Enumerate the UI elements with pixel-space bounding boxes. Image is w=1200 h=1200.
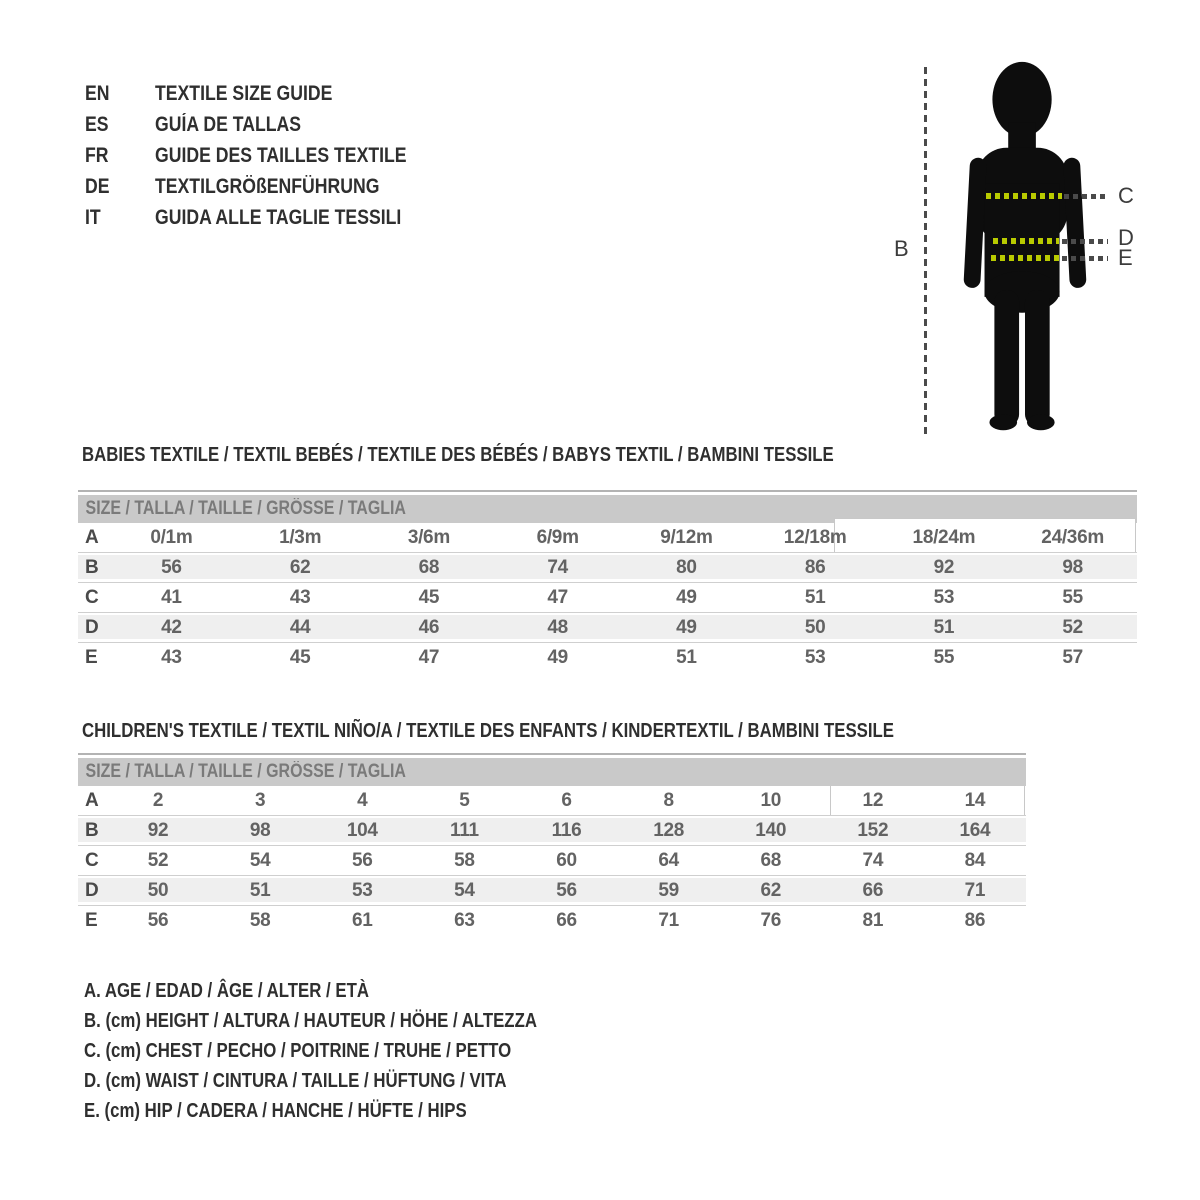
table-cell: 128 <box>653 819 684 841</box>
row-label: C <box>85 849 99 871</box>
guide-title-text: GUIDA ALLE TAGLIE TESSILI <box>155 205 402 229</box>
table-cell: 57 <box>1062 647 1083 668</box>
child-silhouette-icon <box>950 55 1100 445</box>
guide-title-text: GUIDE DES TAILLES TEXTILE <box>155 143 407 167</box>
table-cell: 76 <box>760 910 781 931</box>
table-cell: 49 <box>547 647 568 668</box>
babies-section-heading: BABIES TEXTILE / TEXTIL BEBÉS / TEXTILE DES BÉBÉS / BABYS TEXTIL / BAMBINI TESSILE <box>82 444 834 466</box>
height-dashed-line <box>924 67 927 439</box>
language-title-row <box>85 140 454 171</box>
row-label: A <box>85 789 99 811</box>
children-section-heading: CHILDREN'S TEXTILE / TEXTIL NIÑO/A / TEXTILE DES ENFANTS / KINDERTEXTIL / BAMBINI TESSILE <box>82 720 895 742</box>
language-title-row <box>85 78 454 109</box>
table-cell: 116 <box>551 819 582 841</box>
row-label: E <box>85 910 98 931</box>
table-cell: 1/3m <box>279 526 322 548</box>
table-row <box>78 786 1026 816</box>
table-top-border <box>78 490 1137 492</box>
language-title-row <box>85 202 454 233</box>
table-cell: 52 <box>1062 616 1083 638</box>
measurement-figure <box>850 40 1184 460</box>
table-cell: 104 <box>346 819 378 841</box>
table-row <box>78 583 1137 613</box>
table-row <box>78 643 1137 673</box>
language-code: IT <box>85 205 101 229</box>
table-cell: 63 <box>454 910 475 931</box>
language-title-row <box>85 171 454 202</box>
table-cell: 9/12m <box>660 526 713 548</box>
table-row <box>78 906 1026 936</box>
table-cell: 3 <box>255 789 266 811</box>
table-cell: 48 <box>547 616 568 638</box>
table-cell: 43 <box>161 647 182 668</box>
table-cell: 140 <box>755 819 787 841</box>
waist-measure-label: D <box>1118 225 1134 250</box>
table-cell: 51 <box>249 879 271 901</box>
table-cell: 14 <box>964 789 986 811</box>
table-cell: 71 <box>658 910 679 931</box>
table-cell: 56 <box>556 879 577 901</box>
table-cell: 66 <box>556 910 577 931</box>
table-cell: 45 <box>289 647 311 668</box>
table-cell: 3/6m <box>407 526 450 548</box>
table-cell: 6 <box>561 789 572 811</box>
table-cell: 18/24m <box>912 526 976 548</box>
table-row <box>78 553 1137 583</box>
table-header-label: SIZE / TALLA / TAILLE / GRÖSSE / TAGLIA <box>85 761 406 782</box>
table-cell: 86 <box>964 910 986 931</box>
table-cell: 45 <box>418 586 440 608</box>
table-cell: 68 <box>418 556 440 578</box>
table-row <box>78 613 1137 643</box>
table-cell: 66 <box>862 879 884 901</box>
table-header-bar <box>78 758 1026 786</box>
table-cell: 8 <box>663 789 674 811</box>
height-measure-label: B <box>894 236 909 261</box>
legend-line: A. AGE / EDAD / ÂGE / ALTER / ETÀ <box>84 979 369 1002</box>
table-cell: 84 <box>964 849 986 871</box>
table-cell: 58 <box>249 910 271 931</box>
table-cell: 62 <box>289 556 311 578</box>
table-cell: 43 <box>289 586 311 608</box>
language-code: ES <box>85 112 109 136</box>
table-cell: 42 <box>161 616 182 638</box>
chest-measure-line-green <box>986 193 1062 199</box>
table-row <box>78 816 1026 846</box>
table-cell: 5 <box>459 789 470 811</box>
waist-measure-line-green <box>993 238 1059 244</box>
guide-title-text: TEXTILE SIZE GUIDE <box>155 81 333 105</box>
table-cell: 74 <box>547 556 568 578</box>
children-size-table <box>78 753 1026 936</box>
measurement-legend <box>84 976 623 1126</box>
language-code: FR <box>85 143 109 167</box>
table-cell: 80 <box>676 556 697 578</box>
table-cell: 47 <box>418 647 440 668</box>
table-row <box>78 876 1026 906</box>
table-cell: 54 <box>454 879 475 901</box>
hip-measure-line-green <box>991 255 1061 261</box>
table-cell: 4 <box>357 789 368 811</box>
table-cell: 6/9m <box>536 526 579 548</box>
table-cell: 164 <box>959 819 991 841</box>
language-title-list <box>85 78 454 233</box>
table-row <box>78 846 1026 876</box>
table-top-border <box>78 753 1026 755</box>
table-cell: 68 <box>760 849 781 871</box>
table-header-label: SIZE / TALLA / TAILLE / GRÖSSE / TAGLIA <box>85 498 406 519</box>
guide-title-text: TEXTILGRÖßENFÜHRUNG <box>155 174 380 198</box>
table-cell: 98 <box>249 819 271 841</box>
table-cell: 50 <box>804 616 826 638</box>
table-cell: 49 <box>676 586 697 608</box>
table-row <box>78 523 1137 553</box>
row-label: D <box>85 616 99 638</box>
table-cell: 52 <box>147 849 169 871</box>
table-cell: 50 <box>147 879 169 901</box>
legend-line: B. (cm) HEIGHT / ALTURA / HAUTEUR / HÖHE / ALTEZZA <box>84 1009 537 1032</box>
table-cell: 51 <box>804 586 826 608</box>
table-cell: 62 <box>760 879 781 901</box>
table-cell: 56 <box>352 849 373 871</box>
row-label: A <box>85 526 99 548</box>
row-label: D <box>85 879 99 901</box>
table-cell: 51 <box>676 647 697 668</box>
table-cell: 51 <box>933 616 955 638</box>
row-label: B <box>85 819 99 841</box>
chest-measure-line-dark <box>1064 194 1109 199</box>
babies-size-table <box>78 490 1137 673</box>
table-cell: 81 <box>862 910 884 931</box>
table-cell: 55 <box>1062 586 1083 608</box>
table-cell: 111 <box>450 819 479 841</box>
table-cell: 71 <box>964 879 986 901</box>
table-cell: 53 <box>933 586 955 608</box>
table-cell: 59 <box>658 879 679 901</box>
table-cell: 53 <box>352 879 373 901</box>
table-cell: 2 <box>152 789 164 811</box>
table-cell: 53 <box>804 647 826 668</box>
legend-line: D. (cm) WAIST / CINTURA / TAILLE / HÜFTUNG / VITA <box>84 1069 507 1092</box>
waist-measure-line-dark <box>1062 239 1108 244</box>
row-label: E <box>85 647 98 668</box>
table-cell: 12 <box>862 789 884 811</box>
table-cell: 92 <box>147 819 169 841</box>
table-cell: 55 <box>933 647 955 668</box>
table-cell: 10 <box>760 789 781 811</box>
table-cell: 58 <box>454 849 475 871</box>
table-cell: 74 <box>862 849 884 871</box>
table-cell: 46 <box>418 616 440 638</box>
table-cell: 56 <box>161 556 182 578</box>
table-cell: 41 <box>161 586 182 608</box>
hip-measure-line-dark <box>1062 256 1108 261</box>
row-label: B <box>85 556 99 578</box>
table-cell: 0/1m <box>150 526 193 548</box>
language-code: DE <box>85 174 110 198</box>
table-cell: 56 <box>147 910 169 931</box>
table-cell: 86 <box>804 556 826 578</box>
table-cell: 61 <box>352 910 373 931</box>
table-cell: 152 <box>857 819 889 841</box>
table-cell: 12/18m <box>783 526 847 548</box>
table-cell: 44 <box>289 616 311 638</box>
legend-line: C. (cm) CHEST / PECHO / POITRINE / TRUHE / PETTO <box>84 1039 512 1062</box>
table-cell: 47 <box>547 586 568 608</box>
table-cell: 98 <box>1062 556 1083 578</box>
chest-measure-label: C <box>1118 183 1134 208</box>
language-title-row <box>85 109 454 140</box>
table-cell: 24/36m <box>1041 526 1104 548</box>
table-cell: 92 <box>933 556 955 578</box>
row-label: C <box>85 586 99 608</box>
language-code: EN <box>85 81 110 105</box>
table-cell: 64 <box>658 849 679 871</box>
table-cell: 54 <box>249 849 271 871</box>
table-cell: 49 <box>676 616 697 638</box>
legend-line: E. (cm) HIP / CADERA / HANCHE / HÜFTE / HIPS <box>84 1099 467 1122</box>
table-cell: 60 <box>556 849 577 871</box>
guide-title-text: GUÍA DE TALLAS <box>155 112 302 136</box>
hip-measure-label: E <box>1118 245 1133 270</box>
